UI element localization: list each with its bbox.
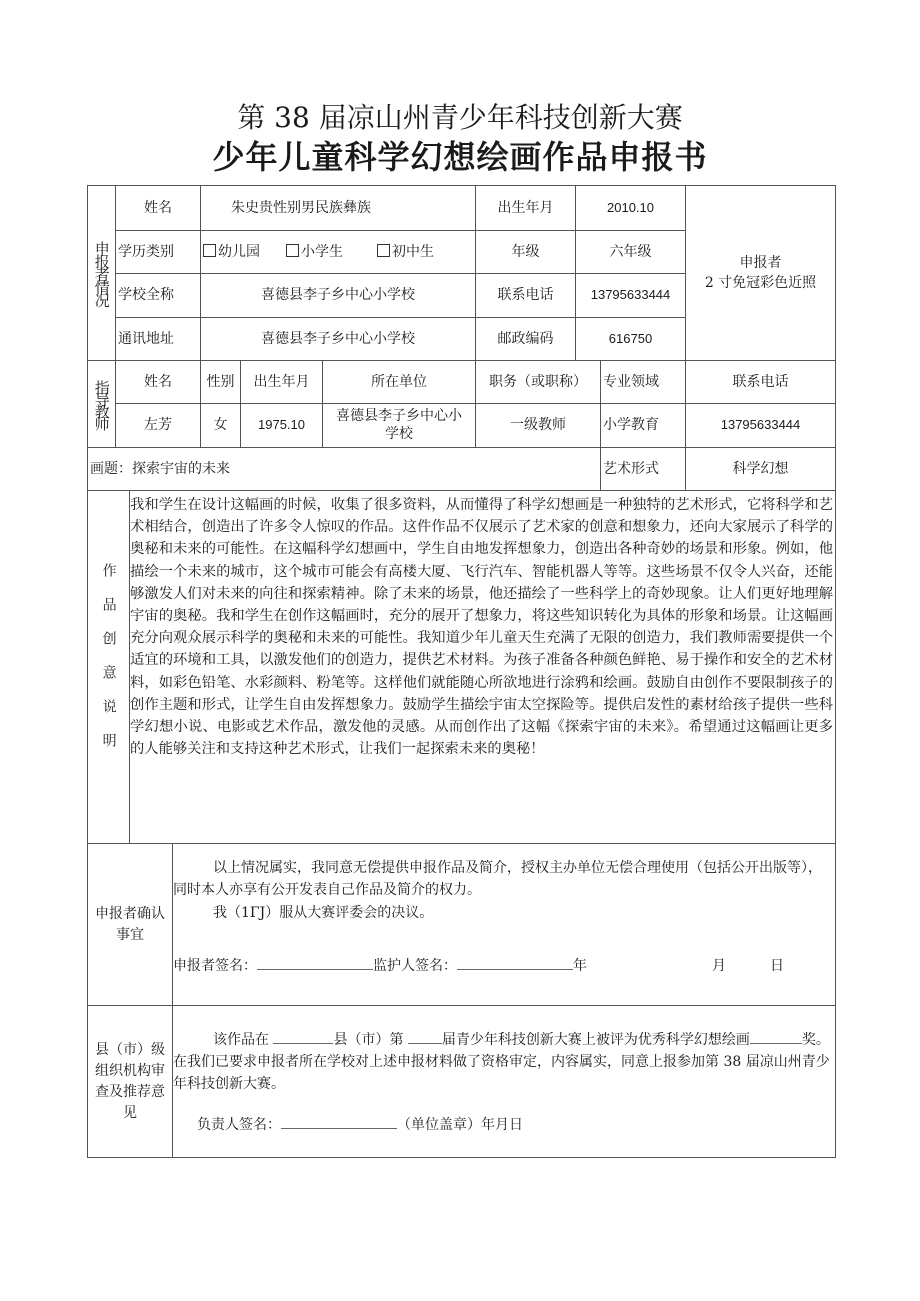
teacher-gender: 女	[200, 403, 241, 448]
phone-value: 13795633444	[575, 273, 686, 318]
school-label: 学校全称	[115, 273, 201, 318]
art-form-value: 科学幻想	[685, 447, 836, 491]
phone-label: 联系电话	[475, 273, 576, 318]
applicant-section-text: 申报者情况	[92, 240, 111, 306]
grade-label: 年级	[475, 230, 576, 274]
birth-label: 出生年月	[475, 185, 576, 231]
teacher-section-text: 指导教师	[92, 380, 111, 428]
option-kindergarten[interactable]: 幼儿园	[203, 242, 260, 262]
teacher-section-label	[87, 360, 116, 448]
description-label	[87, 490, 130, 844]
teacher-field: 小学教育	[600, 403, 686, 448]
address-label: 通讯地址	[115, 317, 201, 361]
confirmation-para2: 我（1ΓJ）服从大赛评委会的决议。	[213, 905, 434, 921]
address-value: 喜德县李子乡中心小学校	[200, 317, 476, 361]
session-field[interactable]	[408, 1029, 442, 1044]
description-label-text: 作品创意说明	[100, 563, 117, 767]
name-label: 姓名	[115, 185, 201, 231]
teacher-header-unit: 所在单位	[322, 360, 476, 404]
teacher-header-phone: 联系电话	[685, 360, 836, 404]
teacher-title: 一级教师	[475, 403, 601, 448]
day-label: 日	[770, 958, 784, 974]
option-primary[interactable]: 小学生	[286, 242, 343, 262]
contest-title: 第 38 届凉山州青少年科技创新大赛	[237, 101, 683, 134]
teacher-name: 左芳	[115, 403, 201, 448]
applicant-section-label	[87, 185, 116, 361]
award-field[interactable]	[750, 1029, 802, 1044]
review-text: 该作品在 县（市）第 届青少年科技创新大赛上被评为优秀科学幻想绘画 奖。在我们已要求申报者所在学校对上述申报材料做了资格审定，内容属实，同意上报参加第 38 届凉山州青少年科技创新大赛。	[173, 1029, 833, 1095]
photo-line2: 2 寸免冠彩色近照	[704, 275, 817, 291]
teacher-header-birth: 出生年月	[240, 360, 323, 404]
guardian-sign-field[interactable]	[457, 955, 573, 970]
confirmation-label: 申报者确认事宜	[87, 843, 173, 1006]
photo-placeholder[interactable]	[685, 185, 836, 361]
teacher-header-title: 职务（或职称）	[475, 360, 601, 404]
artwork-title: 画题：探索宇宙的未来	[87, 447, 601, 491]
description-text: 我和学生在设计这幅画的时候，收集了很多资料，从而懂得了科学幻想画是一种独特的艺术形式，它将科学和艺术相结合，创造出了许多令人惊叹的作品。这件作品不仅展示了艺术家的创意和想象力，还向大家展示了科学的奥秘和未来的可能性。在这幅科学幻想画中，学生自由地发挥想象力，创造出各种奇妙的场景和形象。例如，他描绘一个未来的城市，这个城市可能会有高楼大厦、飞行汽车、智能机器人等等。这些场景不仅令人兴奋，还能够激发人们对未来的向往和探索精神。除了未来的场景，他还描绘了一些科学上的奇妙现象。让人们更好地理解宇宙的奥秘。我和学生在创作这幅画时，充分的展开了想象力，将这些知识转化为具体的形象和场景。让这幅画充分向观众展示科学的奥秘和未来的可能性。我知道少年儿童天生充满了无限的创造力，我们教师需要提供一个适宜的环境和工具，以激发他们的创造力，提供艺术材料。为孩子准备各种颜色鲜艳、易于操作和安全的艺术材料，如彩色铅笔、水彩颜料、粉笔等。这样他们就能随心所欲地进行涂鸦和绘画。鼓励自由创作不要限制孩子的创作主题和形式，让学生自由发挥想象力。鼓励学生描绘宇宙太空探险等。提供启发性的素材给孩子提供一些科学幻想小说、电影或艺术作品，激发他的灵感。从而创作出了这幅《探索宇宙的未来》。希望通过这幅画让更多的人能够关注和支持这种艺术形式，让我们一起探索未来的奥秘！	[130, 497, 833, 758]
checkbox-icon[interactable]	[286, 244, 299, 257]
teacher-header-gender: 性别	[200, 360, 241, 404]
art-form-label: 艺术形式	[600, 447, 686, 491]
year-label: 年	[573, 958, 587, 974]
teacher-phone: 13795633444	[685, 403, 836, 448]
signature-line	[173, 955, 833, 976]
review-signature-line	[197, 1114, 523, 1135]
teacher-header-field: 专业领域	[600, 360, 686, 404]
checkbox-icon[interactable]	[377, 244, 390, 257]
option-junior[interactable]: 初中生	[377, 242, 434, 262]
school-value: 喜德县李子乡中心小学校	[200, 273, 476, 318]
responsible-sign-field[interactable]	[281, 1114, 397, 1129]
education-label: 学历类别	[115, 230, 201, 274]
grade-value: 六年级	[575, 230, 686, 274]
teacher-birth: 1975.10	[240, 403, 323, 448]
confirmation-para1: 以上情况属实，我同意无偿提供申报作品及简介，授权主办单位无偿合理使用（包括公开出版等），同时本人亦享有公开发表自己作品及简介的权力。	[173, 860, 822, 898]
confirmation-box	[172, 843, 836, 1006]
photo-line1: 申报者	[739, 254, 782, 271]
teacher-unit: 喜德县李子乡中心小学校	[322, 403, 476, 448]
guardian-sign-label: 监护人签名：	[373, 958, 457, 974]
review-box	[172, 1005, 836, 1158]
applicant-sign-label: 申报者签名：	[173, 958, 257, 974]
checkbox-icon[interactable]	[203, 244, 216, 257]
postcode-value: 616750	[575, 317, 686, 361]
name-value: 朱史贵性别男民族彝族	[200, 185, 476, 231]
teacher-header-name: 姓名	[115, 360, 201, 404]
education-options	[200, 230, 476, 274]
applicant-sign-field[interactable]	[257, 955, 373, 970]
form-title: 少年儿童科学幻想绘画作品申报书	[212, 138, 708, 176]
responsible-sign-label: 负责人签名：	[197, 1117, 281, 1133]
county-field[interactable]	[273, 1029, 333, 1044]
postcode-label: 邮政编码	[475, 317, 576, 361]
stamp-text: （单位盖章）年月日	[397, 1117, 523, 1133]
month-label: 月	[712, 958, 726, 974]
description-box	[129, 490, 836, 844]
review-label: 县（市）级组织机构审查及推荐意见	[87, 1005, 173, 1158]
birth-value: 2010.10	[575, 185, 686, 231]
